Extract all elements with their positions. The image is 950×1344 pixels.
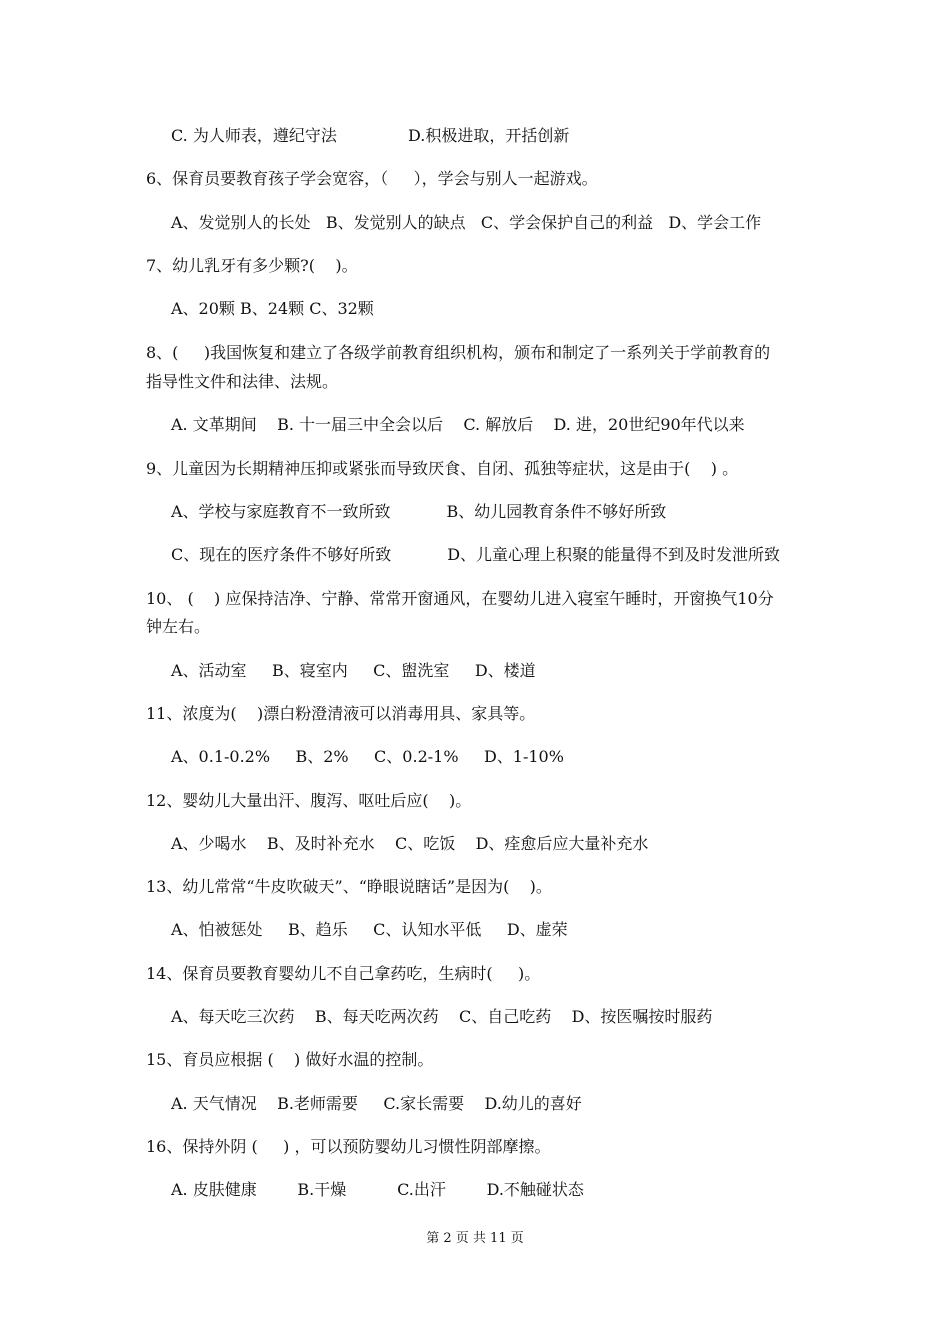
question-12: 12、婴幼儿大量出汗、腹泻、呕吐后应( )。 xyxy=(146,791,472,810)
question-15: 15、育员应根据 ( ) 做好水温的控制。 xyxy=(146,1050,434,1069)
question-10: 10、 ( ) 应保持洁净、宁静、常常开窗通风，在婴幼儿进入寝室午睡时，开窗换气10分 xyxy=(146,589,774,608)
q8-options: A. 文革期间 B. 十一届三中全会以后 C. 解放后 D. 进，20世纪90年代以来 xyxy=(171,415,745,434)
question-13: 13、幼儿常常“牛皮吹破天”、“睁眼说瞎话”是因为( )。 xyxy=(146,877,552,896)
q5-options-cd: C. 为人师表，遵纪守法 D.积极进取，开括创新 xyxy=(171,126,570,145)
q11-options: A、0.1-0.2% B、2% C、0.2-1% D、1-10% xyxy=(171,747,564,766)
q6-options: A、发觉别人的长处 B、发觉别人的缺点 C、学会保护自己的利益 D、学会工作 xyxy=(171,213,762,232)
question-7: 7、幼儿乳牙有多少颗?( )。 xyxy=(146,256,358,275)
page-footer: 第 2 页 共 11 页 xyxy=(426,1231,524,1246)
question-11: 11、浓度为( )漂白粉澄清液可以消毒用具、家具等。 xyxy=(146,704,536,723)
question-14: 14、保育员要教育婴幼儿不自己拿药吃，生病时( )。 xyxy=(146,964,541,983)
question-16: 16、保持外阴 ( ) ，可以预防婴幼儿习惯性阴部摩擦。 xyxy=(146,1137,551,1156)
q10-options: A、活动室 B、寝室内 C、盥洗室 D、楼道 xyxy=(171,661,536,680)
q14-options: A、每天吃三次药 B、每天吃两次药 C、自己吃药 D、按医嘱按时服药 xyxy=(171,1007,713,1026)
question-8: 8、( )我国恢复和建立了各级学前教育组织机构，颁布和制定了一系列关于学前教育的 xyxy=(146,343,771,362)
q13-options: A、怕被惩处 B、趋乐 C、认知水平低 D、虚荣 xyxy=(171,920,568,939)
q9-options-cd: C、现在的医疗条件不够好所致 D、儿童心理上积聚的能量得不到及时发泄所致 xyxy=(171,545,781,564)
question-10-cont: 钟左右。 xyxy=(146,617,211,636)
q9-options-ab: A、学校与家庭教育不一致所致 B、幼儿园教育条件不够好所致 xyxy=(171,502,667,521)
q7-options: A、20颗 B、24颗 C、32颗 xyxy=(171,299,374,318)
question-9: 9、儿童因为长期精神压抑或紧张而导致厌食、自闭、孤独等症状，这是由于( ) 。 xyxy=(146,459,739,478)
q16-options: A. 皮肤健康 B.干燥 C.出汗 D.不触碰状态 xyxy=(171,1180,584,1199)
q15-options: A. 天气情况 B.老师需要 C.家长需要 D.幼儿的喜好 xyxy=(171,1094,582,1113)
question-6: 6、保育员要教育孩子学会宽容，（ ），学会与别人一起游戏。 xyxy=(146,169,598,188)
q12-options: A、少喝水 B、及时补充水 C、吃饭 D、痊愈后应大量补充水 xyxy=(171,834,649,853)
question-8-cont: 指导性文件和法律、法规。 xyxy=(146,372,339,391)
